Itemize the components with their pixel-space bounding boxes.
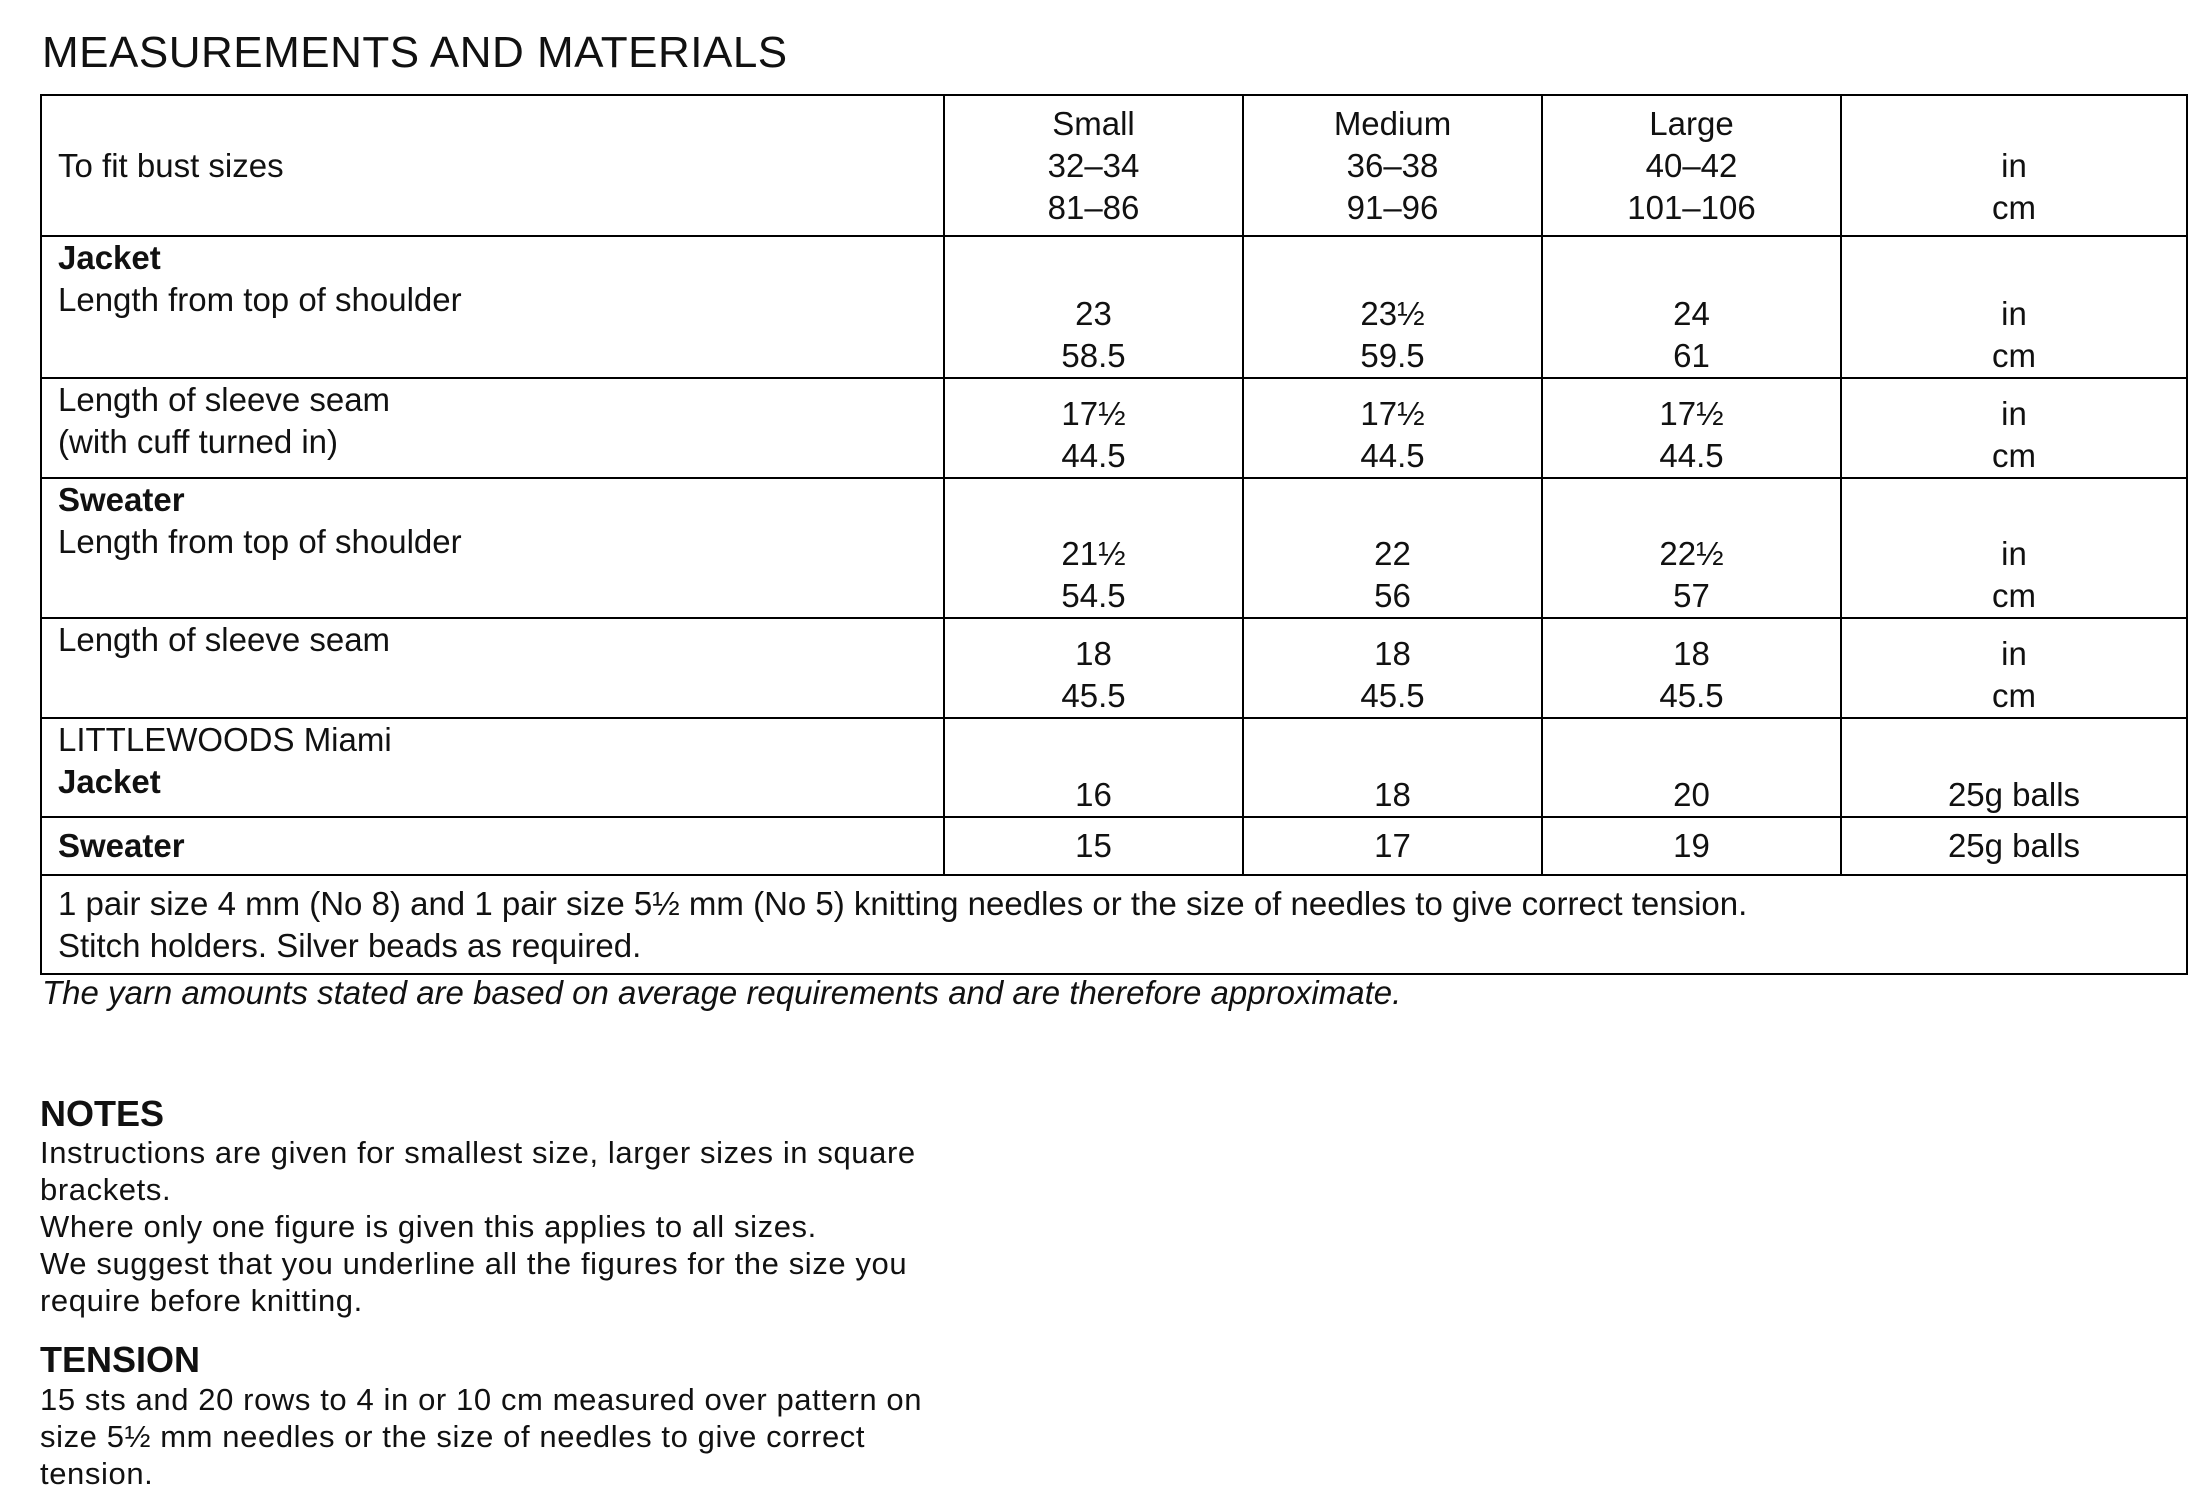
- tension-line: 15 sts and 20 rows to 4 in or 10 cm measured over pattern on: [40, 1382, 923, 1417]
- value-cell: 17: [1243, 817, 1542, 875]
- notes-line: We suggest that you underline all the figures for the size you: [40, 1246, 908, 1281]
- row-label: LITTLEWOODS Miami Jacket: [41, 718, 944, 817]
- value-cell: 20: [1542, 718, 1841, 817]
- notes-heading: NOTES: [40, 1093, 165, 1134]
- value-cell: 18 45.5: [944, 618, 1243, 718]
- value-cell: 17½ 44.5: [944, 378, 1243, 478]
- size-medium-cell: [1243, 95, 1542, 236]
- materials-cell: 1 pair size 4 mm (No 8) and 1 pair size 5½ mm (No 5) knitting needles or the size of needles to give correct tension. Stitch holders. Silver beads as required.: [41, 875, 2187, 974]
- value-cell: 24 61: [1542, 236, 1841, 378]
- size-in: 36–38: [1346, 146, 1439, 184]
- size-in: 40–42: [1645, 146, 1738, 184]
- value-cell: 21½ 54.5: [944, 478, 1243, 618]
- section-label-jacket: Jacket: [58, 239, 161, 276]
- value-cell: 16: [944, 718, 1243, 817]
- value-cell: 23½ 59.5: [1243, 236, 1542, 378]
- notes-line: Where only one figure is given this applies to all sizes.: [40, 1209, 817, 1244]
- row-label: Length of sleeve seam (with cuff turned in): [41, 378, 944, 478]
- unit-cell: in cm: [1841, 236, 2187, 378]
- size-name: Medium: [1333, 104, 1452, 142]
- size-name: Small: [1052, 104, 1135, 142]
- size-in: 32–34: [1047, 146, 1140, 184]
- value-cell: 18: [1243, 718, 1542, 817]
- value-cell: 17½ 44.5: [1243, 378, 1542, 478]
- table-row-jacket-length: [41, 236, 2187, 378]
- yarn-footnote: The yarn amounts stated are based on average requirements and are therefore approximate.: [42, 974, 1402, 1011]
- table-row-yarn-jacket: [41, 718, 2187, 817]
- table-row-materials: [41, 875, 2187, 974]
- tension-heading: TENSION: [40, 1339, 201, 1380]
- size-large-cell: [1542, 95, 1841, 236]
- unit-in: in: [2001, 146, 2027, 184]
- tension-line: tension.: [40, 1456, 154, 1491]
- unit-cell: in cm: [1841, 618, 2187, 718]
- notes-line: require before knitting.: [40, 1283, 363, 1318]
- unit-cell: 25g balls: [1841, 817, 2187, 875]
- unit-cm: cm: [1992, 188, 2036, 226]
- row-label: Length of sleeve seam: [41, 618, 944, 718]
- yarn-brand: LITTLEWOODS Miami: [58, 721, 392, 758]
- value-cell: 22 56: [1243, 478, 1542, 618]
- size-cm: 91–96: [1346, 188, 1439, 226]
- tension-body: [40, 1381, 1080, 1492]
- value-cell: 19: [1542, 817, 1841, 875]
- size-name: Large: [1649, 104, 1734, 142]
- notes-body: [40, 1134, 1080, 1319]
- table-row-yarn-sweater: [41, 817, 2187, 875]
- size-cm: 101–106: [1627, 188, 1756, 226]
- row-label: To fit bust sizes: [41, 95, 944, 236]
- table-row-sweater-length: [41, 478, 2187, 618]
- row-label: Jacket Length from top of shoulder: [41, 236, 944, 378]
- value-cell: 22½ 57: [1542, 478, 1841, 618]
- table-row-bust-sizes: [41, 95, 2187, 236]
- page-title: MEASUREMENTS AND MATERIALS: [42, 28, 788, 77]
- notes-line: Instructions are given for smallest size, larger sizes in square: [40, 1135, 916, 1170]
- row-label: Sweater Length from top of shoulder: [41, 478, 944, 618]
- unit-cell: in cm: [1841, 378, 2187, 478]
- unit-cell: [1841, 95, 2187, 236]
- unit-cell: 25g balls: [1841, 718, 2187, 817]
- row-label: Sweater: [41, 817, 944, 875]
- notes-line: brackets.: [40, 1172, 172, 1207]
- value-cell: 18 45.5: [1542, 618, 1841, 718]
- table-row-sweater-sleeve: [41, 618, 2187, 718]
- unit-cell: in cm: [1841, 478, 2187, 618]
- table-row-jacket-sleeve: [41, 378, 2187, 478]
- measurements-table: [40, 94, 2188, 975]
- size-small-cell: [944, 95, 1243, 236]
- value-cell: 17½ 44.5: [1542, 378, 1841, 478]
- value-cell: 18 45.5: [1243, 618, 1542, 718]
- tension-line: size 5½ mm needles or the size of needles to give correct: [40, 1419, 866, 1454]
- size-cm: 81–86: [1047, 188, 1140, 226]
- value-cell: 23 58.5: [944, 236, 1243, 378]
- value-cell: 15: [944, 817, 1243, 875]
- section-label-sweater: Sweater: [58, 481, 185, 518]
